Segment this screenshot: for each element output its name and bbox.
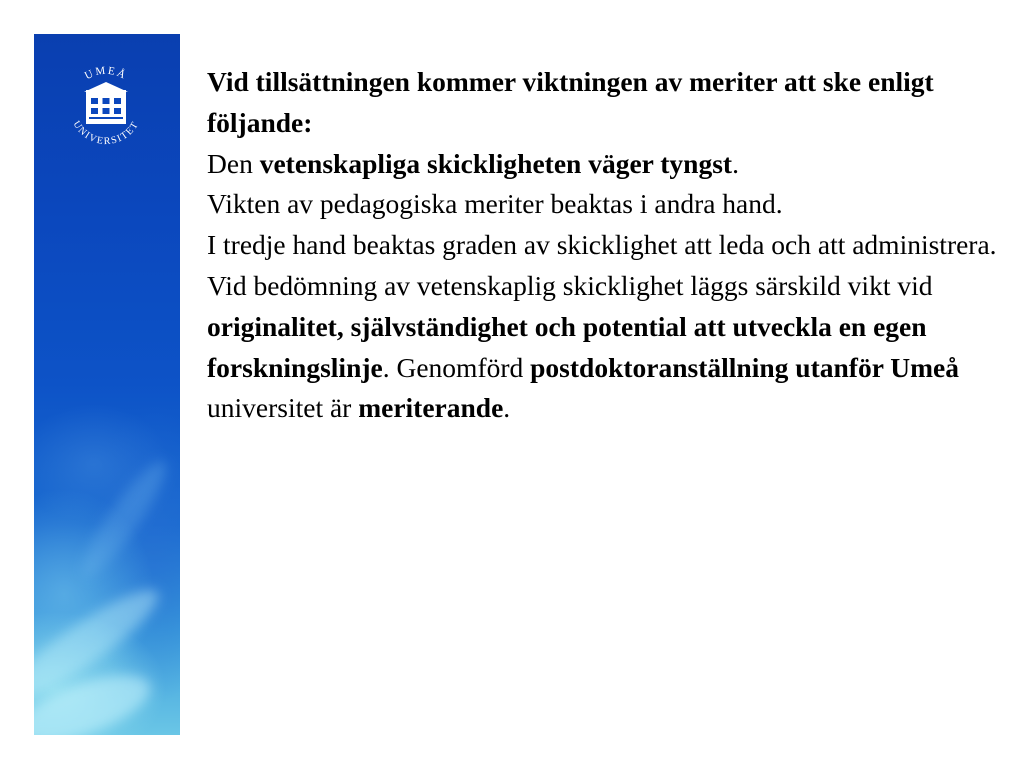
paragraph-assessment: Vid bedömning av vetenskaplig skicklighet läggs särskild vikt vid originalitet, självständighet och potential att utveckla en egen forskningslinje. Genomförd postdoktoranställning utanför Umeå universitet är meriterande. — [207, 269, 959, 424]
logo-top-text: UMEÅ — [82, 64, 130, 83]
umea-university-logo — [56, 58, 156, 158]
paragraph-leadership: I tredje hand beaktas graden av skicklighet att leda och att administrera. — [207, 229, 997, 261]
logo-ring-text: UNIVERSITET — [70, 119, 142, 148]
sidebar-banner — [34, 34, 180, 735]
paragraph-pedagogical-merits: Vikten av pedagogiska meriter beaktas i andra hand. — [207, 188, 783, 220]
slide-body — [207, 62, 997, 429]
university-building-icon — [84, 82, 128, 124]
paragraph-scientific-skill: Den vetenskapliga skickligheten väger tyngst. — [207, 147, 739, 179]
light-streak — [72, 453, 177, 585]
slide-heading: Vid tillsättningen kommer viktningen av meriter att ske enligt följande: — [207, 66, 934, 138]
